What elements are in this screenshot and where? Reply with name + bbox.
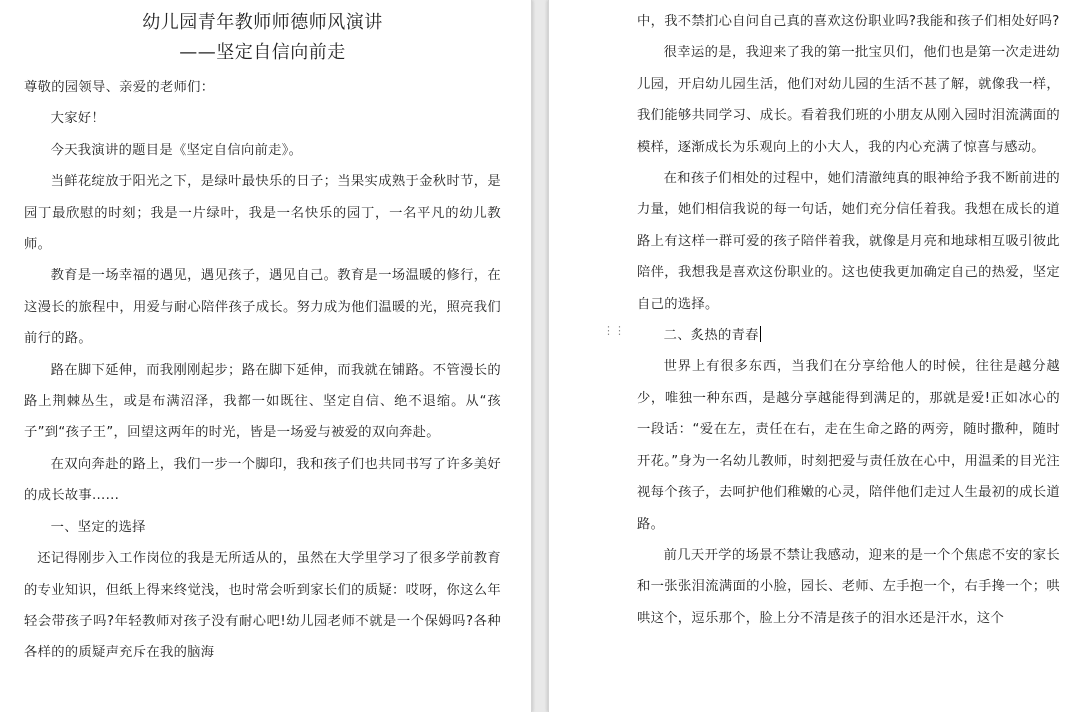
- page-left-content: [24, 0, 501, 669]
- paragraph: 在和孩子们相处的过程中，她们清澈纯真的眼神给予我不断前进的力量，她们相信我说的每一句话，她们充分信任着我。我想在成长的道路上有这样一群可爱的孩子陪伴着我，就像是月亮和地球相互吸引彼此陪伴，我想我是喜欢这份职业的。这也使我更加确定自己的热爱，坚定自己的选择。: [637, 171, 1060, 312]
- paragraph: 前几天开学的场景不禁让我感动，迎来的是一个个焦虑不安的家长和一张张泪流满面的小脸，园长、老师、左手抱一个，右手搀一个；哄哄这个，逗乐那个，脸上分不清是孩子的泪水还是汗水，这个: [637, 547, 1060, 626]
- document-page-right[interactable]: [548, 0, 1080, 712]
- paragraph: 今天我演讲的题目是《坚定自信向前走》。: [50, 142, 303, 158]
- page-right-content: [603, 0, 1060, 634]
- document-title: 幼儿园青年教师师德师风演讲: [142, 12, 383, 33]
- hello-paragraph: 大家好！: [50, 111, 105, 127]
- paragraph: 教育是一场幸福的遇见，遇见孩子，遇见自己。教育是一场温暖的修行，在这漫长的旅程中，用爱与耐心陪伴孩子成长。努力成为他们温暖的光，照亮我们前行的路。: [24, 268, 501, 347]
- drag-handle-icon[interactable]: ⋮⋮: [603, 324, 625, 338]
- paragraph: 中，我不禁扪心自问自己真的喜欢这份职业吗?我能和孩子们相处好吗?: [637, 14, 1060, 29]
- paragraph: 很幸运的是，我迎来了我的第一批宝贝们，他们也是第一次走进幼儿园，开启幼儿园生活，他们对幼儿园的生活不甚了解，就像我一样，我们能够共同学习、成长。看着我们班的小朋友从刚入园时泪流满面的模样，逐渐成长为乐观向上的小大人，我的内心充满了惊喜与感动。: [637, 45, 1060, 155]
- text-cursor-icon: [760, 326, 761, 342]
- greeting-paragraph: 尊敬的园领导、亲爱的老师们：: [24, 80, 215, 95]
- paragraph: 当鲜花绽放于阳光之下，是绿叶最快乐的日子；当果实成熟于金秋时节，是园丁最欣慰的时刻；我是一片绿叶，我是一名快乐的园丁，一名平凡的幼儿教师。: [24, 174, 501, 253]
- paragraph: 世界上有很多东西，当我们在分享给他人的时候，往往是越分越少，唯独一种东西，是越分享越能得到满足的，那就是爱!正如冰心的一段话：“爱在左，责任在右，走在生命之路的两旁，随时撒种，随时开花。”身为一名幼儿教师，时刻把爱与责任放在心中，用温柔的目光注视每个孩子，去呵护他们稚嫩的心灵，陪伴他们走过人生最初的成长道路。: [637, 359, 1060, 532]
- paragraph: 在双向奔赴的路上，我们一步一个脚印，我和孩子们也共同书写了许多美好的成长故事......: [24, 456, 501, 504]
- section-heading: 一、坚定的选择: [50, 519, 146, 535]
- section-heading-text: 二、炙热的青春: [663, 328, 759, 344]
- document-subtitle: ——坚定自信向前走: [179, 42, 346, 63]
- section-heading[interactable]: [637, 320, 1060, 351]
- paragraph: 还记得刚步入工作岗位的我是无所适从的，虽然在大学里学习了很多学前教育的专业知识，但纸上得来终觉浅，也时常会听到家长们的质疑：哎呀，你这么年轻会带孩子吗?年轻教师对孩子没有耐心吧!幼儿园老师不就是一个保姆吗?各种各样的的质疑声充斥在我的脑海: [24, 551, 501, 661]
- document-page-left[interactable]: [0, 0, 532, 712]
- paragraph: 路在脚下延伸，而我刚刚起步；路在脚下延伸，而我就在铺路。不管漫长的路上荆棘丛生，或是布满沼泽，我都一如既往、坚定自信、绝不退缩。从“孩子”到“孩子王”，回望这两年的时光，皆是一场爱与被爱的双向奔赴。: [24, 362, 501, 441]
- section-heading-row[interactable]: [603, 320, 1060, 351]
